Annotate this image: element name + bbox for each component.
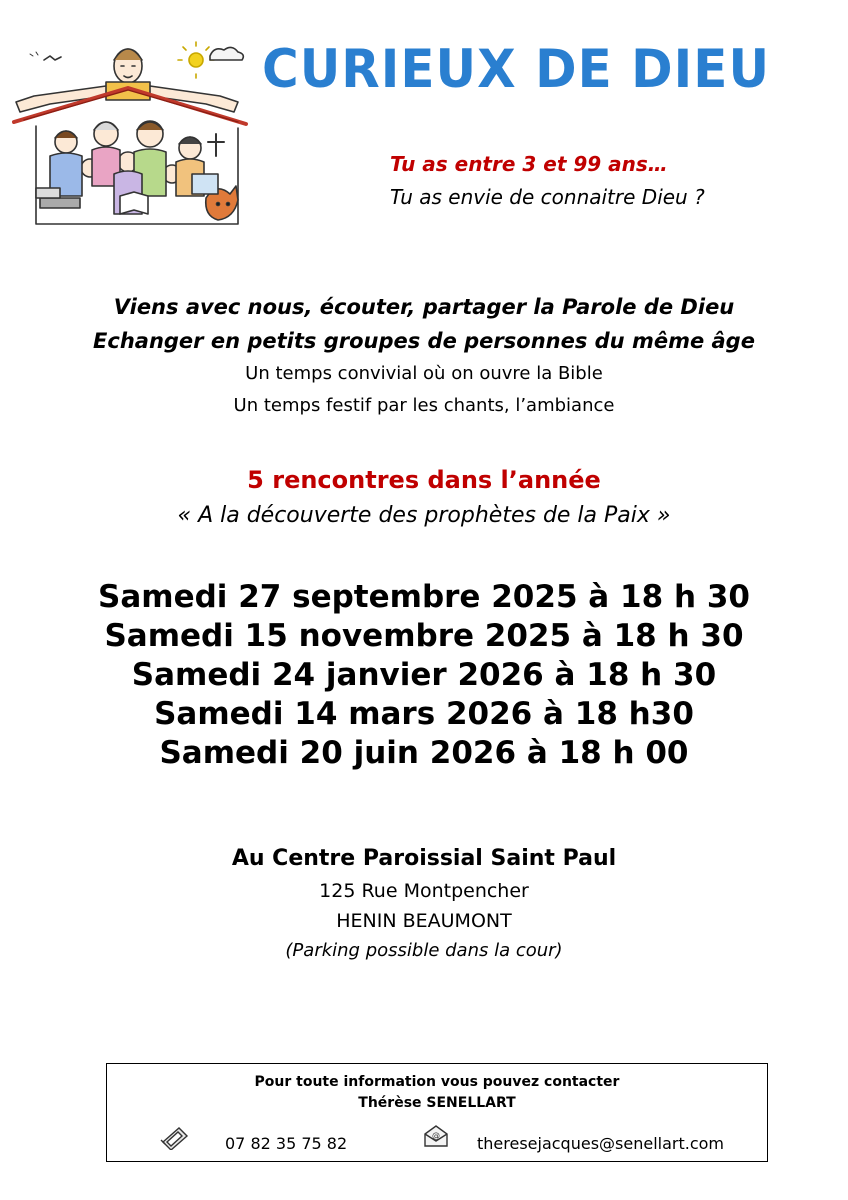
meeting-dates-list: [0, 578, 848, 773]
meeting-date: Samedi 14 mars 2026 à 18 h30: [154, 696, 694, 732]
family-house-illustration: [10, 38, 250, 228]
meetings-heading: [0, 462, 848, 534]
venue-name: Au Centre Paroissial Saint Paul: [231, 846, 617, 871]
intro-block: [390, 148, 705, 214]
meeting-date: Samedi 15 novembre 2025 à 18 h 30: [104, 618, 744, 654]
page-title: CURIEUX DE DIEU: [262, 38, 771, 100]
contact-person: Thérèse SENELLART: [358, 1095, 516, 1111]
parking-note: (Parking possible dans la cour): [285, 940, 563, 961]
venue-city: HENIN BEAUMONT: [336, 910, 512, 932]
invitation-line-1: Viens avec nous, écouter, partager la Parole de Dieu: [113, 295, 735, 319]
intro-question: Tu as envie de connaitre Dieu ?: [390, 185, 705, 209]
contact-heading: [107, 1072, 767, 1114]
mobile-phone-icon: [159, 1124, 189, 1150]
meeting-date: Samedi 24 janvier 2026 à 18 h 30: [131, 657, 717, 693]
invitation-line-2: Echanger en petits groupes de personnes du même âge: [93, 329, 755, 353]
contact-box: [106, 1063, 768, 1162]
venue-street: 125 Rue Montpencher: [319, 880, 529, 902]
meeting-date: Samedi 27 septembre 2025 à 18 h 30: [98, 579, 750, 615]
invitation-line-4: Un temps festif par les chants, l’ambiance: [233, 395, 615, 416]
meetings-count: 5 rencontres dans l’année: [247, 466, 601, 494]
age-range-line: Tu as entre 3 et 99 ans…: [390, 152, 668, 176]
meeting-date: Samedi 20 juin 2026 à 18 h 00: [159, 735, 689, 771]
svg-text:@: @: [432, 1131, 440, 1140]
invitation-line-3: Un temps convivial où on ouvre la Bible: [245, 363, 603, 384]
email-icon: [423, 1122, 449, 1148]
contact-intro: Pour toute information vous pouvez contacter: [254, 1074, 620, 1090]
venue-block: [0, 842, 848, 966]
contact-phone[interactable]: 07 82 35 75 82: [225, 1134, 348, 1153]
meetings-theme: « A la découverte des prophètes de la Paix »: [177, 503, 671, 528]
contact-email[interactable]: theresejacques@senellart.com: [477, 1134, 724, 1153]
invitation-text: [0, 290, 848, 422]
